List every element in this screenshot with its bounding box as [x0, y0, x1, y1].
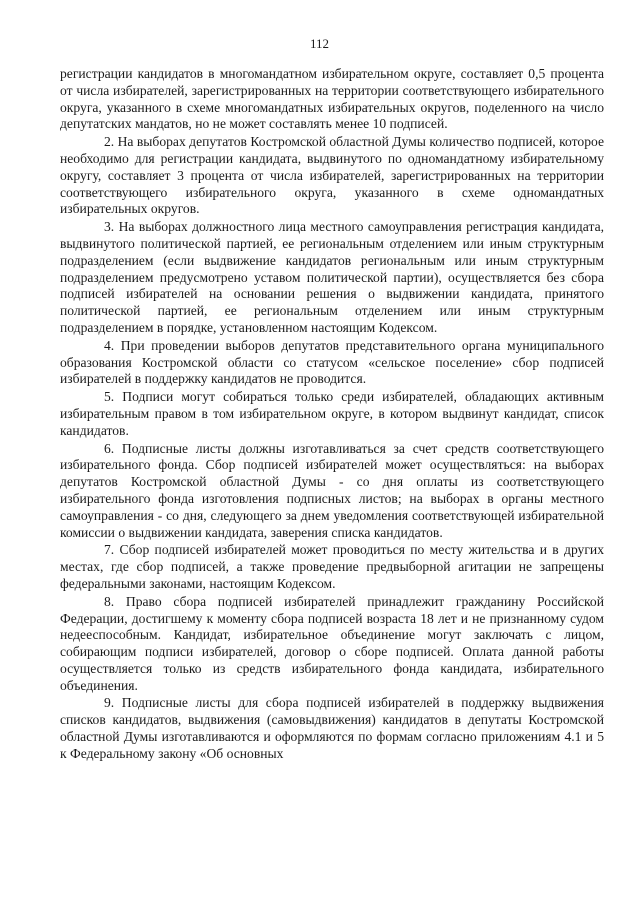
document-body: [60, 66, 604, 764]
paragraph-continuation: регистрации кандидатов в многомандатном избирательном округе, составляет 0,5 процента от числа избирателей, зарегистрированных на территории соответствующего избирательного округа, указанного в схеме многомандатных избирательных округов, поделенного на число депутатских мандатов, но не может составлять менее 10 подписей.: [60, 66, 604, 132]
paragraph-8: 8. Право сбора подписей избирателей принадлежит гражданину Российской Федерации, достигшему к моменту сбора подписей возраста 18 лет и не признанному судом недееспособным. Кандидат, избирательное объединение могут заключать с лицом, собирающим подписи избирателей, договор о сборе подписей. Оплата данной работы осуществляется только из средств избирательного фонда кандидата, избирательного объединения.: [60, 593, 604, 693]
page-number: 112: [309, 36, 330, 51]
paragraph-3: 3. На выборах должностного лица местного самоуправления регистрация кандидата, выдвинутого политической партией, ее региональным отделением или иным структурным подразделением (если выдвижение кандидатов региональным или иным структурным подразделением предусмотрено уставом политической партии), осуществляется без сбора подписей избирателей на основании решения о выдвижении кандидата, принятого политической партией, ее региональным отделением или иным структурным подразделением в порядке, установленном настоящим Кодексом.: [60, 219, 604, 335]
paragraph-4: 4. При проведении выборов депутатов представительного органа муниципального образования Костромской области со статусом «сельское поселение» сбор подписей избирателей в поддержку кандидатов не проводится.: [60, 337, 604, 387]
paragraph-9: 9. Подписные листы для сбора подписей избирателей в поддержку выдвижения списков кандидатов, выдвижения (самовыдвижения) кандидатов в депутаты Костромской областной Думы изготавливаются и оформляются по формам согласно приложениям 4.1 и 5 к Федеральному закону «Об основных: [60, 695, 604, 761]
paragraph-6: 6. Подписные листы должны изготавливаться за счет средств соответствующего избирательного фонда. Сбор подписей избирателей может осуществляться: на выборах депутатов Костромской областной Думы - со дня оплаты из соответствующего избирательного фонда изготовления подписных листов; на выборах в органы местного самоуправления - со дня, следующего за днем уведомления соответствующей избирательной комиссии о выдвижении кандидата, заверения списка кандидатов.: [60, 440, 604, 540]
paragraph-2: 2. На выборах депутатов Костромской областной Думы количество подписей, которое необходимо для регистрации кандидата, выдвинутого по одномандатному избирательному округу, составляет 3 процента от числа избирателей, зарегистрированных на территории соответствующего избирательного округа, указанного в схеме одномандатных избирательных округов.: [60, 134, 604, 217]
paragraph-7: 7. Сбор подписей избирателей может проводиться по месту жительства и в других местах, где сбор подписей, а также проведение предвыборной агитации не запрещены федеральными законами, настоящим Кодексом.: [60, 542, 604, 591]
paragraph-5: 5. Подписи могут собираться только среди избирателей, обладающих активным избирательным правом в том избирательном округе, в котором выдвинут кандидат, список кандидатов.: [60, 389, 604, 438]
